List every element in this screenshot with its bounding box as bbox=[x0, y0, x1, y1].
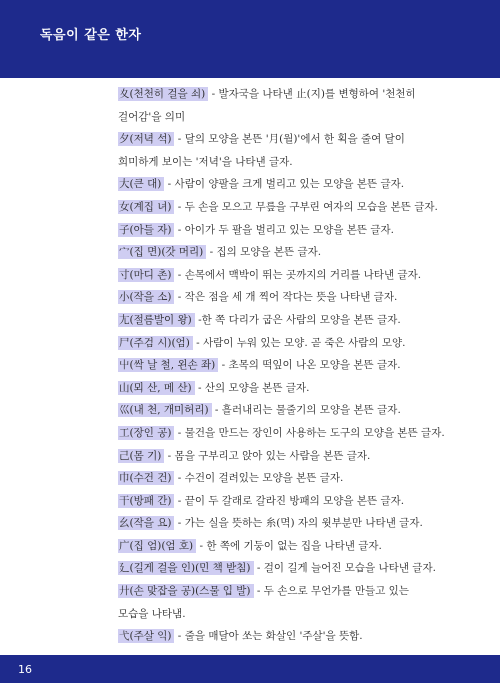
entry-term: 子(아들 자) bbox=[118, 223, 174, 237]
entry-line bbox=[118, 422, 463, 445]
entry-term: 小(작을 소) bbox=[118, 290, 174, 304]
entry-term: 巛(내 천, 개미허리) bbox=[118, 403, 212, 417]
entry-description: -한 쪽 다리가 굽은 사람의 모양을 본뜬 글자. bbox=[194, 313, 401, 326]
entry-line bbox=[118, 377, 463, 400]
entry-term: 广(집 엄)(엄 호) bbox=[118, 539, 196, 553]
entry-line bbox=[118, 264, 463, 287]
entry-line bbox=[118, 354, 463, 377]
entry-description: - 아이가 두 팔을 벌리고 있는 모양을 본뜬 글자. bbox=[174, 223, 394, 236]
entry-term: 尸(주검 시)(엄) bbox=[118, 336, 193, 350]
entry-line bbox=[118, 332, 463, 355]
entry-term: 大(큰 대) bbox=[118, 177, 164, 191]
entry-description: 모습을 나타냄. bbox=[118, 607, 186, 620]
entry-list bbox=[118, 83, 463, 648]
entry-line bbox=[118, 512, 463, 535]
entry-line bbox=[118, 603, 463, 626]
entry-line bbox=[118, 580, 463, 603]
entry-description: - 두 손으로 무언가를 만들고 있는 bbox=[253, 585, 409, 598]
entry-line bbox=[118, 445, 463, 468]
footer-bar bbox=[0, 655, 500, 683]
entry-line bbox=[118, 83, 463, 106]
header-bar bbox=[0, 0, 500, 78]
entry-description: - 물건을 만드는 장인이 사용하는 도구의 모양을 본뜬 글자. bbox=[174, 426, 445, 439]
chapter-title: 독음이 같은 한자 bbox=[40, 28, 142, 43]
entry-description: - 손목에서 맥박이 뛰는 곳까지의 거리를 나타낸 글자. bbox=[174, 268, 422, 281]
entry-description: - 흘러내리는 물줄기의 모양을 본뜬 글자. bbox=[211, 404, 401, 417]
entry-line bbox=[118, 625, 463, 648]
entry-term: 夕(저녁 석) bbox=[118, 132, 174, 146]
entry-term: 屮(싹 날 철, 왼손 좌) bbox=[118, 358, 218, 372]
entry-description: - 한 쪽에 기둥이 없는 집을 나타낸 글자. bbox=[196, 539, 382, 552]
entry-term: 夊(천천히 걸을 쇠) bbox=[118, 87, 208, 101]
entry-line bbox=[118, 467, 463, 490]
entry-line bbox=[118, 286, 463, 309]
entry-description: - 산의 모양을 본뜬 글자. bbox=[194, 381, 310, 394]
entry-description: - 작은 점을 세 개 찍어 작다는 뜻을 나타낸 글자. bbox=[174, 291, 398, 304]
entry-line bbox=[118, 535, 463, 558]
entry-description: - 사람이 누워 있는 모양. 곧 죽은 사람의 모양. bbox=[192, 336, 406, 349]
entry-description: - 줄을 매달아 쏘는 화살인 '주살'을 뜻함. bbox=[174, 630, 363, 643]
entry-description: - 끝이 두 갈래로 갈라진 방패의 모양을 본뜬 글자. bbox=[174, 494, 405, 507]
entry-term: 己(몸 기) bbox=[118, 449, 164, 463]
entry-description: - 사람이 양팔을 크게 벌리고 있는 모양을 본뜬 글자. bbox=[164, 178, 405, 191]
entry-line bbox=[118, 219, 463, 242]
entry-term: 巾(수건 건) bbox=[118, 471, 174, 485]
entry-line bbox=[118, 557, 463, 580]
entry-term: 干(방패 간) bbox=[118, 494, 174, 508]
entry-term: 宀(집 면)(갓 머리) bbox=[118, 245, 206, 259]
entry-line bbox=[118, 196, 463, 219]
entry-description: - 초목의 떡잎이 나온 모양을 본뜬 글자. bbox=[218, 359, 401, 372]
entry-description: - 집의 모양을 본뜬 글자. bbox=[206, 246, 322, 259]
entry-description: 희미하게 보이는 '저녁'을 나타낸 글자. bbox=[118, 155, 293, 168]
entry-line bbox=[118, 399, 463, 422]
entry-description: 걸어감'을 의미 bbox=[118, 110, 186, 123]
entry-description: - 걸이 길게 늘어진 모습을 나타낸 글자. bbox=[253, 562, 436, 575]
entry-term: 女(계집 녀) bbox=[118, 200, 174, 214]
entry-line bbox=[118, 173, 463, 196]
entry-description: - 수건이 걸려있는 모양을 본뜬 글자. bbox=[174, 472, 344, 485]
entry-line bbox=[118, 309, 463, 332]
entry-line bbox=[118, 128, 463, 151]
entry-term: 幺(작을 요) bbox=[118, 516, 174, 530]
entry-line bbox=[118, 106, 463, 129]
entry-description: - 발자국을 나타낸 止(지)를 변형하여 '천천히 bbox=[208, 88, 416, 100]
entry-term: 工(장인 공) bbox=[118, 426, 174, 440]
entry-term: 廾(손 맞잡을 공)(스물 입 발) bbox=[118, 584, 254, 598]
entry-description: - 달의 모양을 본뜬 '月(월)'에서 한 획을 줄여 달이 bbox=[174, 133, 405, 146]
entry-description: - 두 손을 모으고 무릎을 구부린 여자의 모습을 본뜬 글자. bbox=[174, 200, 438, 213]
entry-line bbox=[118, 490, 463, 513]
entry-term: 山(뫼 산, 메 산) bbox=[118, 381, 195, 395]
entry-term: 弋(주살 익) bbox=[118, 629, 174, 643]
entry-term: 廴(길게 걸을 인)(민 책 받침) bbox=[118, 561, 254, 575]
entry-description: - 가는 실을 뜻하는 糸(멱) 자의 윗부분만 나타낸 글자. bbox=[174, 517, 423, 530]
page-number: 16 bbox=[18, 663, 32, 676]
entry-line bbox=[118, 241, 463, 264]
entry-term: 寸(마디 촌) bbox=[118, 268, 174, 282]
entry-term: 尢(절름발이 왕) bbox=[118, 313, 195, 327]
entry-description: - 몸을 구부리고 앉아 있는 사람을 본뜬 글자. bbox=[164, 449, 371, 462]
entry-line bbox=[118, 151, 463, 174]
